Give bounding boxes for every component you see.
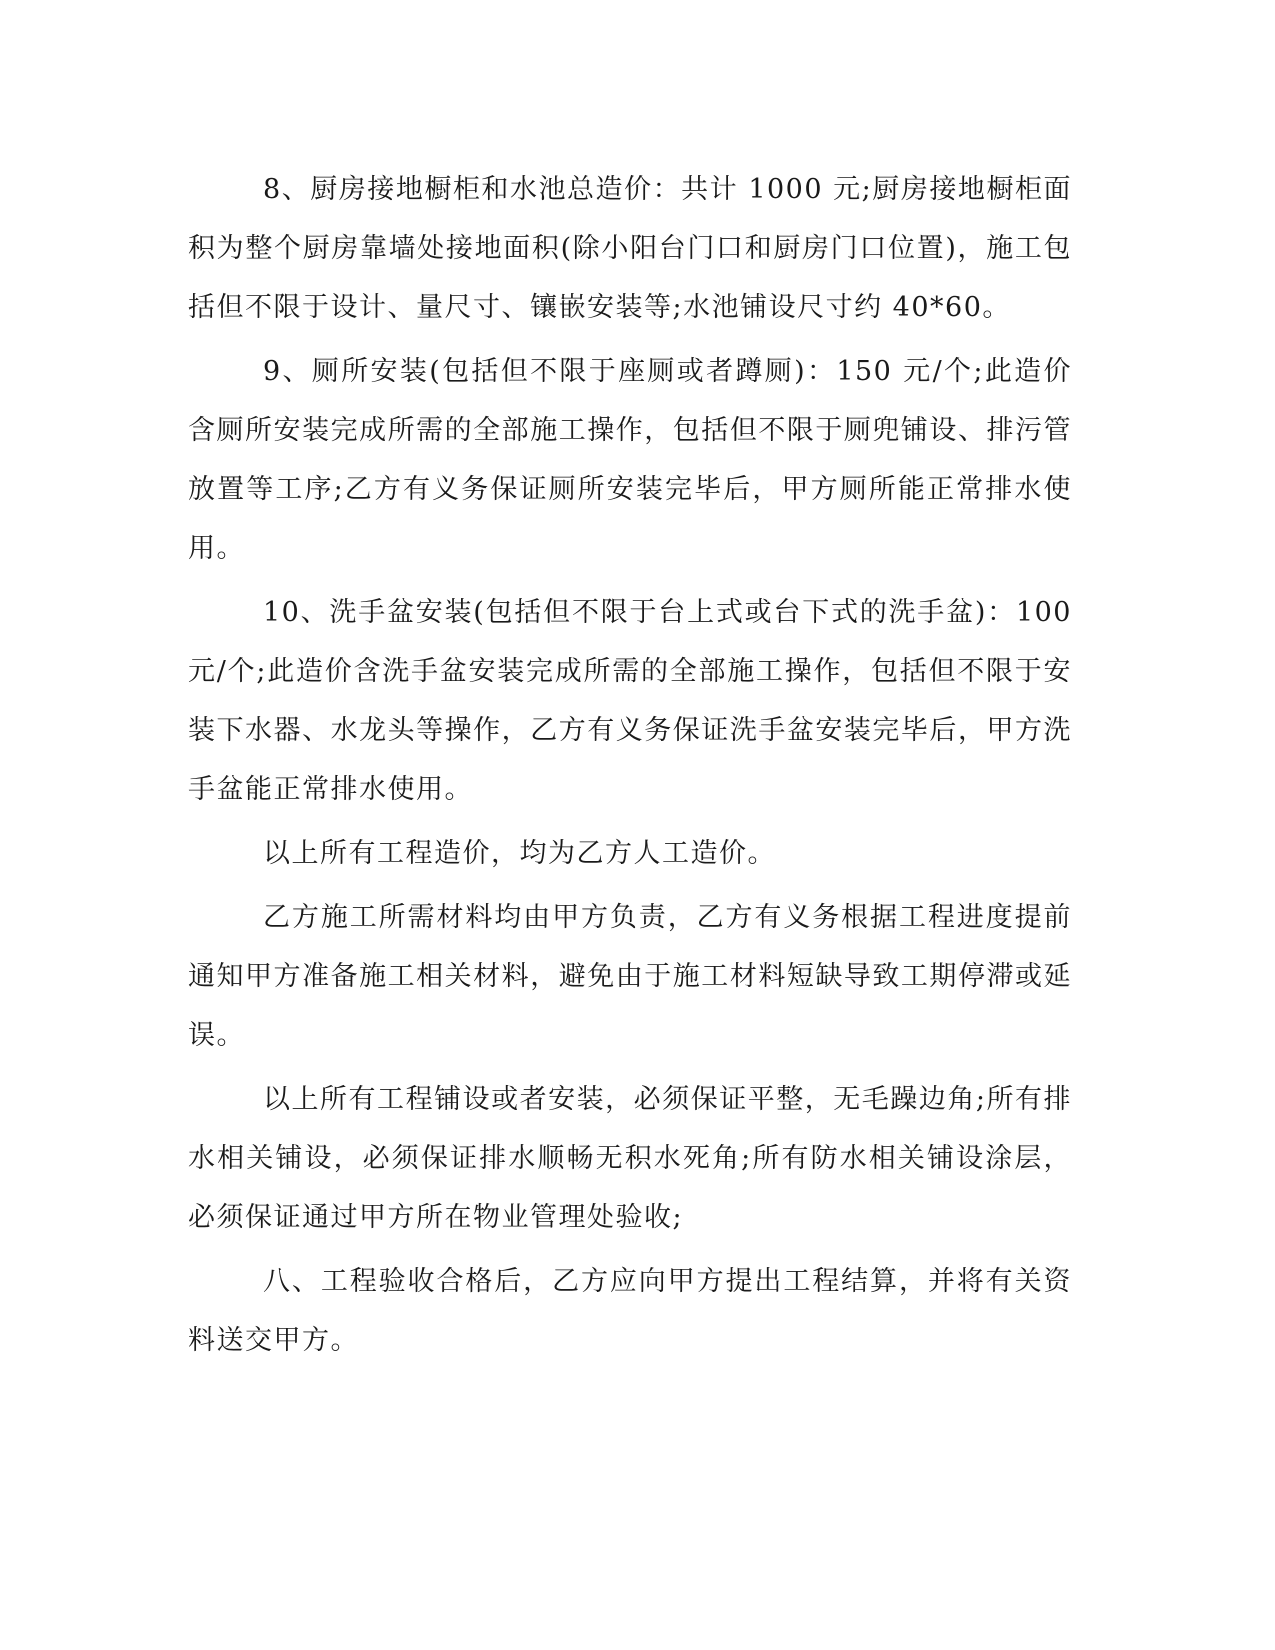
paragraph-toilet-install: 9、厕所安装(包括但不限于座厕或者蹲厕)：150 元/个;此造价含厕所安装完成所需的全部施工操作，包括但不限于厕兜铺设、排污管放置等工序;乙方有义务保证厕所安装完毕后，甲方厕所能正常排水使用。 xyxy=(188,356,1072,564)
paragraph-quality-requirements: 以上所有工程铺设或者安装，必须保证平整，无毛躁边角;所有排水相关铺设，必须保证排水顺畅无积水死角;所有防水相关铺设涂层，必须保证通过甲方所在物业管理处验收; xyxy=(188,1084,1072,1233)
paragraph-labor-cost-note: 以上所有工程造价，均为乙方人工造价。 xyxy=(263,838,776,869)
paragraph-materials-note: 乙方施工所需材料均由甲方负责，乙方有义务根据工程进度提前通知甲方准备施工相关材料，避免由于施工材料短缺导致工期停滞或延误。 xyxy=(188,902,1072,1051)
document-body xyxy=(188,160,1072,1370)
paragraph-section-eight: 八、工程验收合格后，乙方应向甲方提出工程结算，并将有关资料送交甲方。 xyxy=(188,1266,1072,1356)
paragraph-kitchen-cabinet: 8、厨房接地橱柜和水池总造价：共计 1000 元;厨房接地橱柜面积为整个厨房靠墙处接地面积(除小阳台门口和厨房门口位置)，施工包括但不限于设计、量尺寸、镶嵌安装等;水池铺设尺寸约 40*60。 xyxy=(188,174,1072,323)
paragraph-washbasin-install: 10、洗手盆安装(包括但不限于台上式或台下式的洗手盆)：100 元/个;此造价含洗手盆安装完成所需的全部施工操作，包括但不限于安装下水器、水龙头等操作，乙方有义务保证洗手盆安装完毕后，甲方洗手盆能正常排水使用。 xyxy=(188,597,1072,805)
